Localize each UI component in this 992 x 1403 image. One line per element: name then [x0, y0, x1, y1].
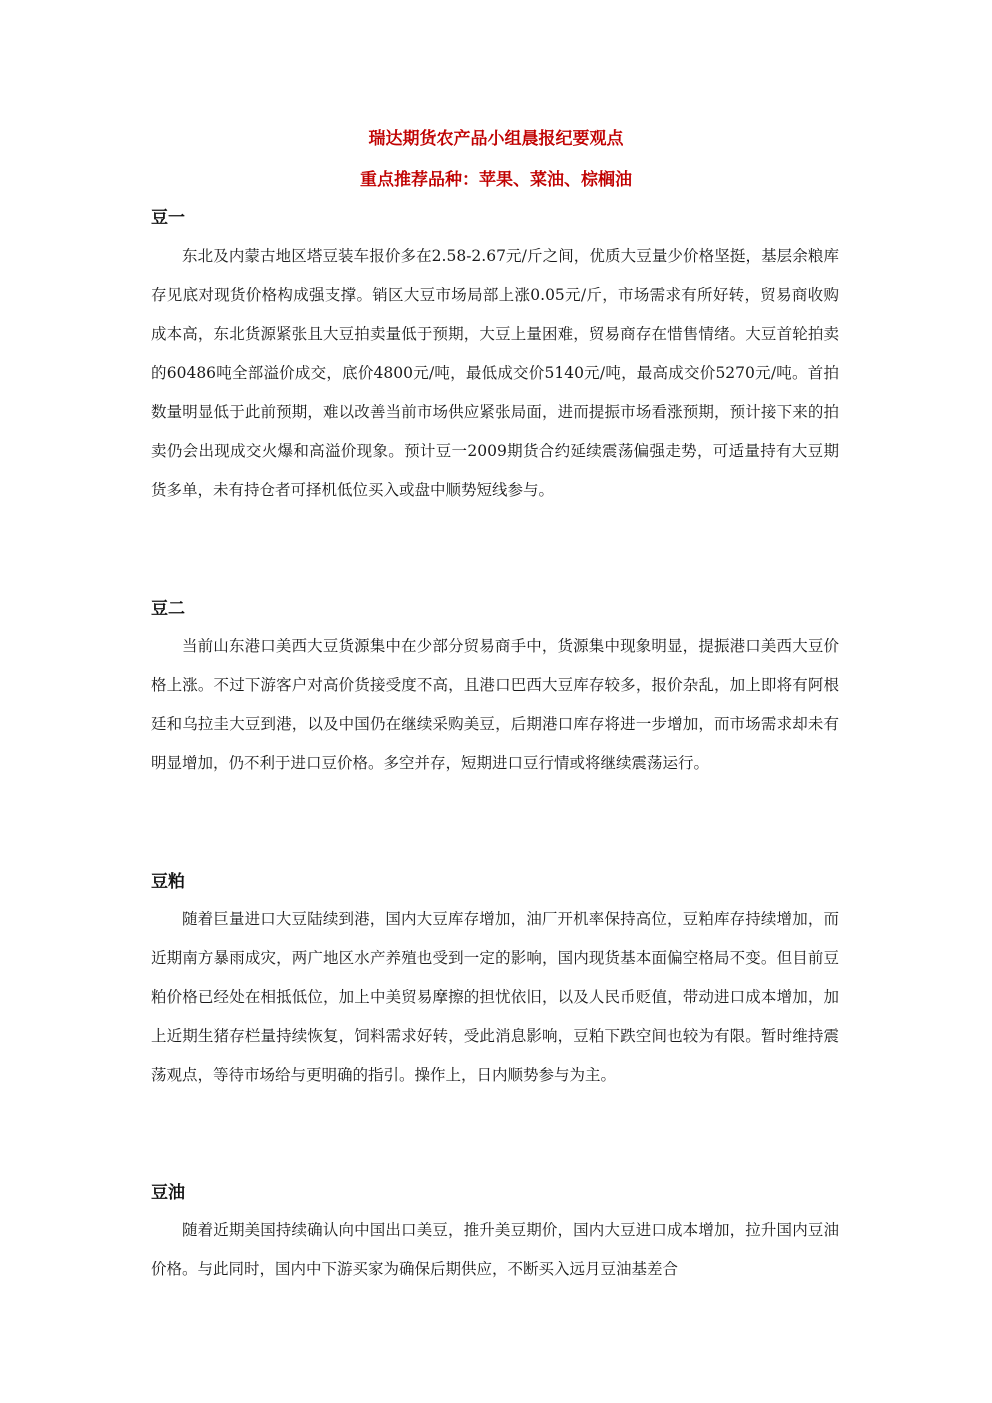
section-body-douer: 当前山东港口美西大豆货源集中在少部分贸易商手中，货源集中现象明显，提振港口美西大豆价格上涨。不过下游客户对高价货接受度不高，且港口巴西大豆库存较多，报价杂乱，加上即将有阿根廷和乌拉圭大豆到港，以及中国仍在继续采购美豆，后期港口库存将进一步增加，而市场需求却未有明显增加，仍不利于进口豆价格。多空并存，短期进口豆行情或将继续震荡运行。: [151, 637, 839, 772]
section-body-douyou: 随着近期美国持续确认向中国出口美豆，推升美豆期价，国内大豆进口成本增加，拉升国内豆油价格。与此同时，国内中下游买家为确保后期供应，不断买入远月豆油基差合: [151, 1221, 839, 1278]
report-title: 瑞达期货农产品小组晨报纪要观点: [368, 129, 624, 149]
section-heading-doupo: 豆粕: [151, 872, 185, 892]
section-heading-douer: 豆二: [151, 599, 185, 619]
section-heading-douyi: 豆一: [151, 208, 185, 228]
section-heading-douyou: 豆油: [151, 1183, 185, 1203]
section-body-doupo: 随着巨量进口大豆陆续到港，国内大豆库存增加，油厂开机率保持高位，豆粕库存持续增加，而近期南方暴雨成灾，两广地区水产养殖也受到一定的影响，国内现货基本面偏空格局不变。但目前豆粕价格已经处在相抵低位，加上中美贸易摩擦的担忧依旧，以及人民币贬值，带动进口成本增加，加上近期生猪存栏量持续恢复，饲料需求好转，受此消息影响，豆粕下跌空间也较为有限。暂时维持震荡观点，等待市场给与更明确的指引。操作上，日内顺势参与为主。: [151, 910, 839, 1084]
section-body-douyi: 东北及内蒙古地区塔豆装车报价多在2.58-2.67元/斤之间，优质大豆量少价格坚挺，基层余粮库存见底对现货价格构成强支撑。销区大豆市场局部上涨0.05元/斤，市场需求有所好转，贸易商收购成本高，东北货源紧张且大豆拍卖量低于预期，大豆上量困难，贸易商存在惜售情绪。大豆首轮拍卖的60486吨全部溢价成交，底价4800元/吨，最低成交价5140元/吨，最高成交价5270元/吨。首拍数量明显低于此前预期，难以改善当前市场供应紧张局面，进而提振市场看涨预期，预计接下来的拍卖仍会出现成交火爆和高溢价现象。预计豆一2009期货合约延续震荡偏强走势，可适量持有大豆期货多单，未有持仓者可择机低位买入或盘中顺势短线参与。: [151, 247, 839, 499]
report-subtitle: 重点推荐品种：苹果、菜油、棕榈油: [360, 170, 632, 190]
